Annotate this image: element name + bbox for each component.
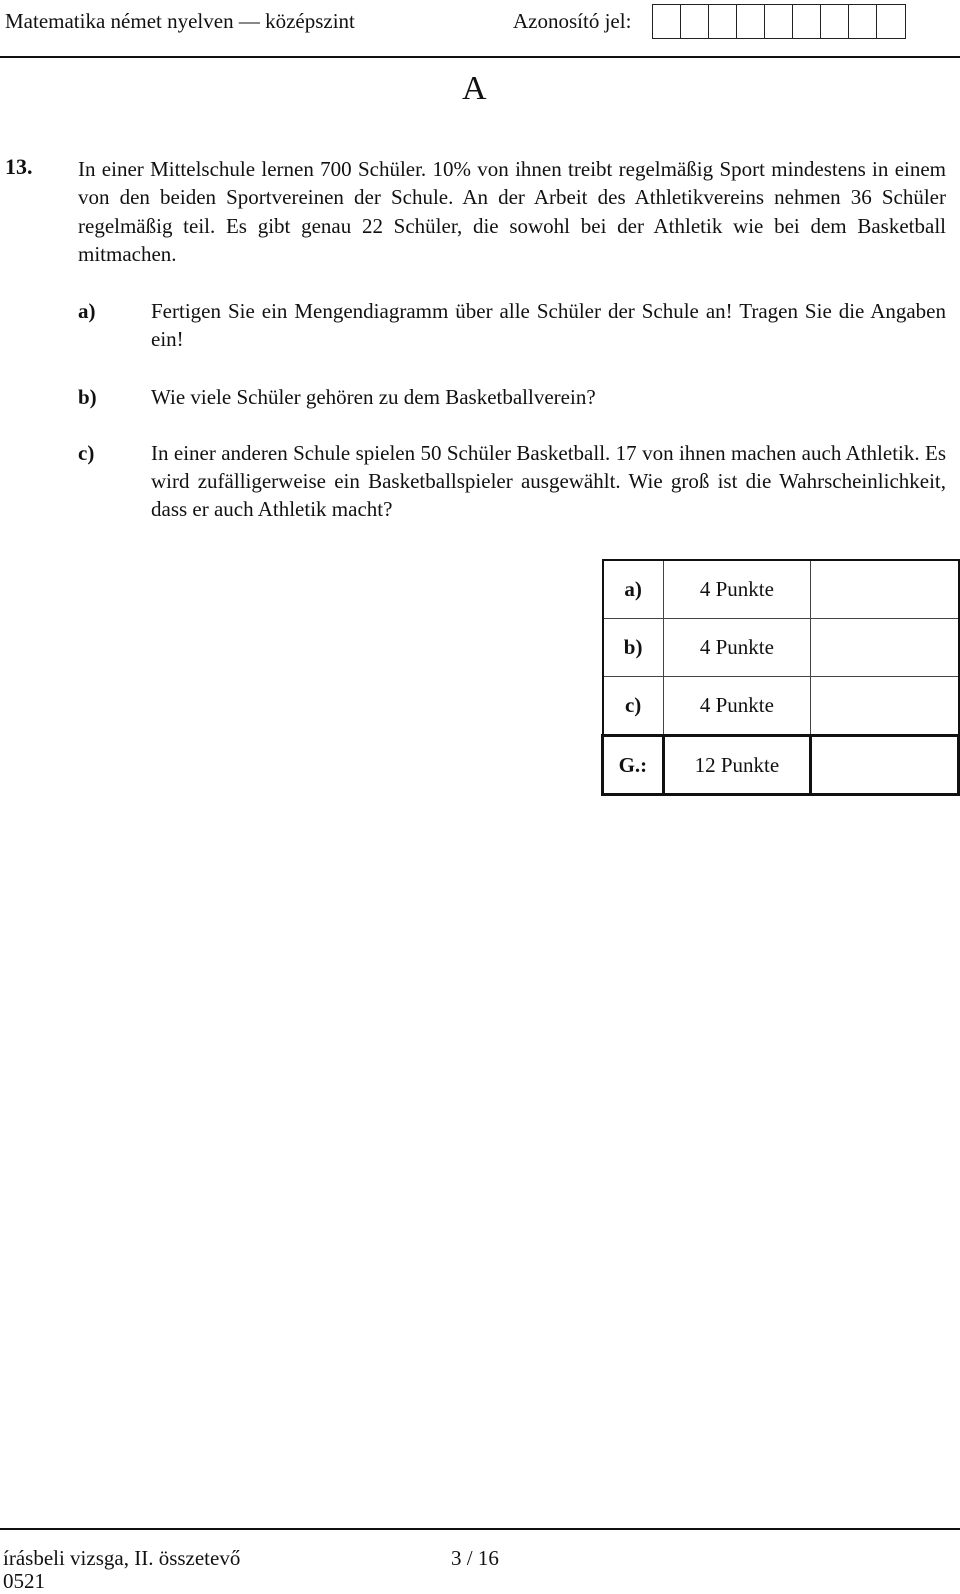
- score-cell[interactable]: [811, 677, 959, 736]
- id-box[interactable]: [765, 5, 793, 38]
- section-letter: A: [462, 70, 487, 107]
- points-total-value: 12 Punkte: [663, 736, 810, 795]
- task-number: 13.: [5, 154, 33, 179]
- points-row-label: b): [603, 619, 664, 677]
- subtask-label: c): [78, 441, 95, 465]
- header-divider: [0, 56, 960, 58]
- total-score-cell[interactable]: [811, 736, 959, 795]
- id-box[interactable]: [681, 5, 709, 38]
- id-box[interactable]: [849, 5, 877, 38]
- id-label: Azonosító jel:: [513, 9, 632, 33]
- score-cell[interactable]: [811, 560, 959, 619]
- footer-page-number: 3 / 16: [451, 1546, 499, 1570]
- subtask-label: b): [78, 385, 97, 409]
- id-box[interactable]: [737, 5, 765, 38]
- id-boxes[interactable]: [652, 4, 906, 39]
- points-row: [603, 619, 959, 677]
- points-total-row: [603, 736, 959, 795]
- id-box[interactable]: [877, 5, 905, 38]
- points-value: 4 Punkte: [663, 677, 810, 736]
- points-row-label: c): [603, 677, 664, 736]
- header-title: Matematika német nyelven — középszint: [5, 9, 355, 33]
- score-cell[interactable]: [811, 619, 959, 677]
- subtask-text: Fertigen Sie ein Mengendiagramm über alle Schüler der Schule an! Tragen Sie die Angaben ein!: [151, 299, 946, 351]
- subtask-label: a): [78, 299, 96, 323]
- points-value: 4 Punkte: [663, 560, 810, 619]
- id-box[interactable]: [821, 5, 849, 38]
- id-box[interactable]: [793, 5, 821, 38]
- points-row: [603, 560, 959, 619]
- id-box[interactable]: [709, 5, 737, 38]
- points-row-label: a): [603, 560, 664, 619]
- points-value: 4 Punkte: [663, 619, 810, 677]
- task-text: In einer Mittelschule lernen 700 Schüler. 10% von ihnen treibt regelmäßig Sport mindestens in einem von den beiden Sportvereinen der Schule. An der Arbeit des Athletikvereins nehmen 36 Schüler regelmäßig teil. Es gibt genau 22 Schüler, die sowohl bei der Athletik wie bei dem Basketball mitmachen.: [78, 157, 946, 267]
- subtask-text: Wie viele Schüler gehören zu dem Basketballverein?: [151, 385, 596, 409]
- footer-exam-label: írásbeli vizsga, II. összetevő: [3, 1546, 241, 1570]
- footer-code: 0521: [3, 1569, 45, 1593]
- footer-divider: [0, 1528, 960, 1530]
- id-box[interactable]: [653, 5, 681, 38]
- points-row: [603, 677, 959, 736]
- points-table: [601, 559, 960, 796]
- points-total-label: G.:: [603, 736, 664, 795]
- subtask-text: In einer anderen Schule spielen 50 Schüler Basketball. 17 von ihnen machen auch Athletik. Es wird zufälligerweise ein Basketballspieler ausgewählt. Wie groß ist die Wahrscheinlichkeit, dass er auch Athletik macht?: [151, 441, 946, 521]
